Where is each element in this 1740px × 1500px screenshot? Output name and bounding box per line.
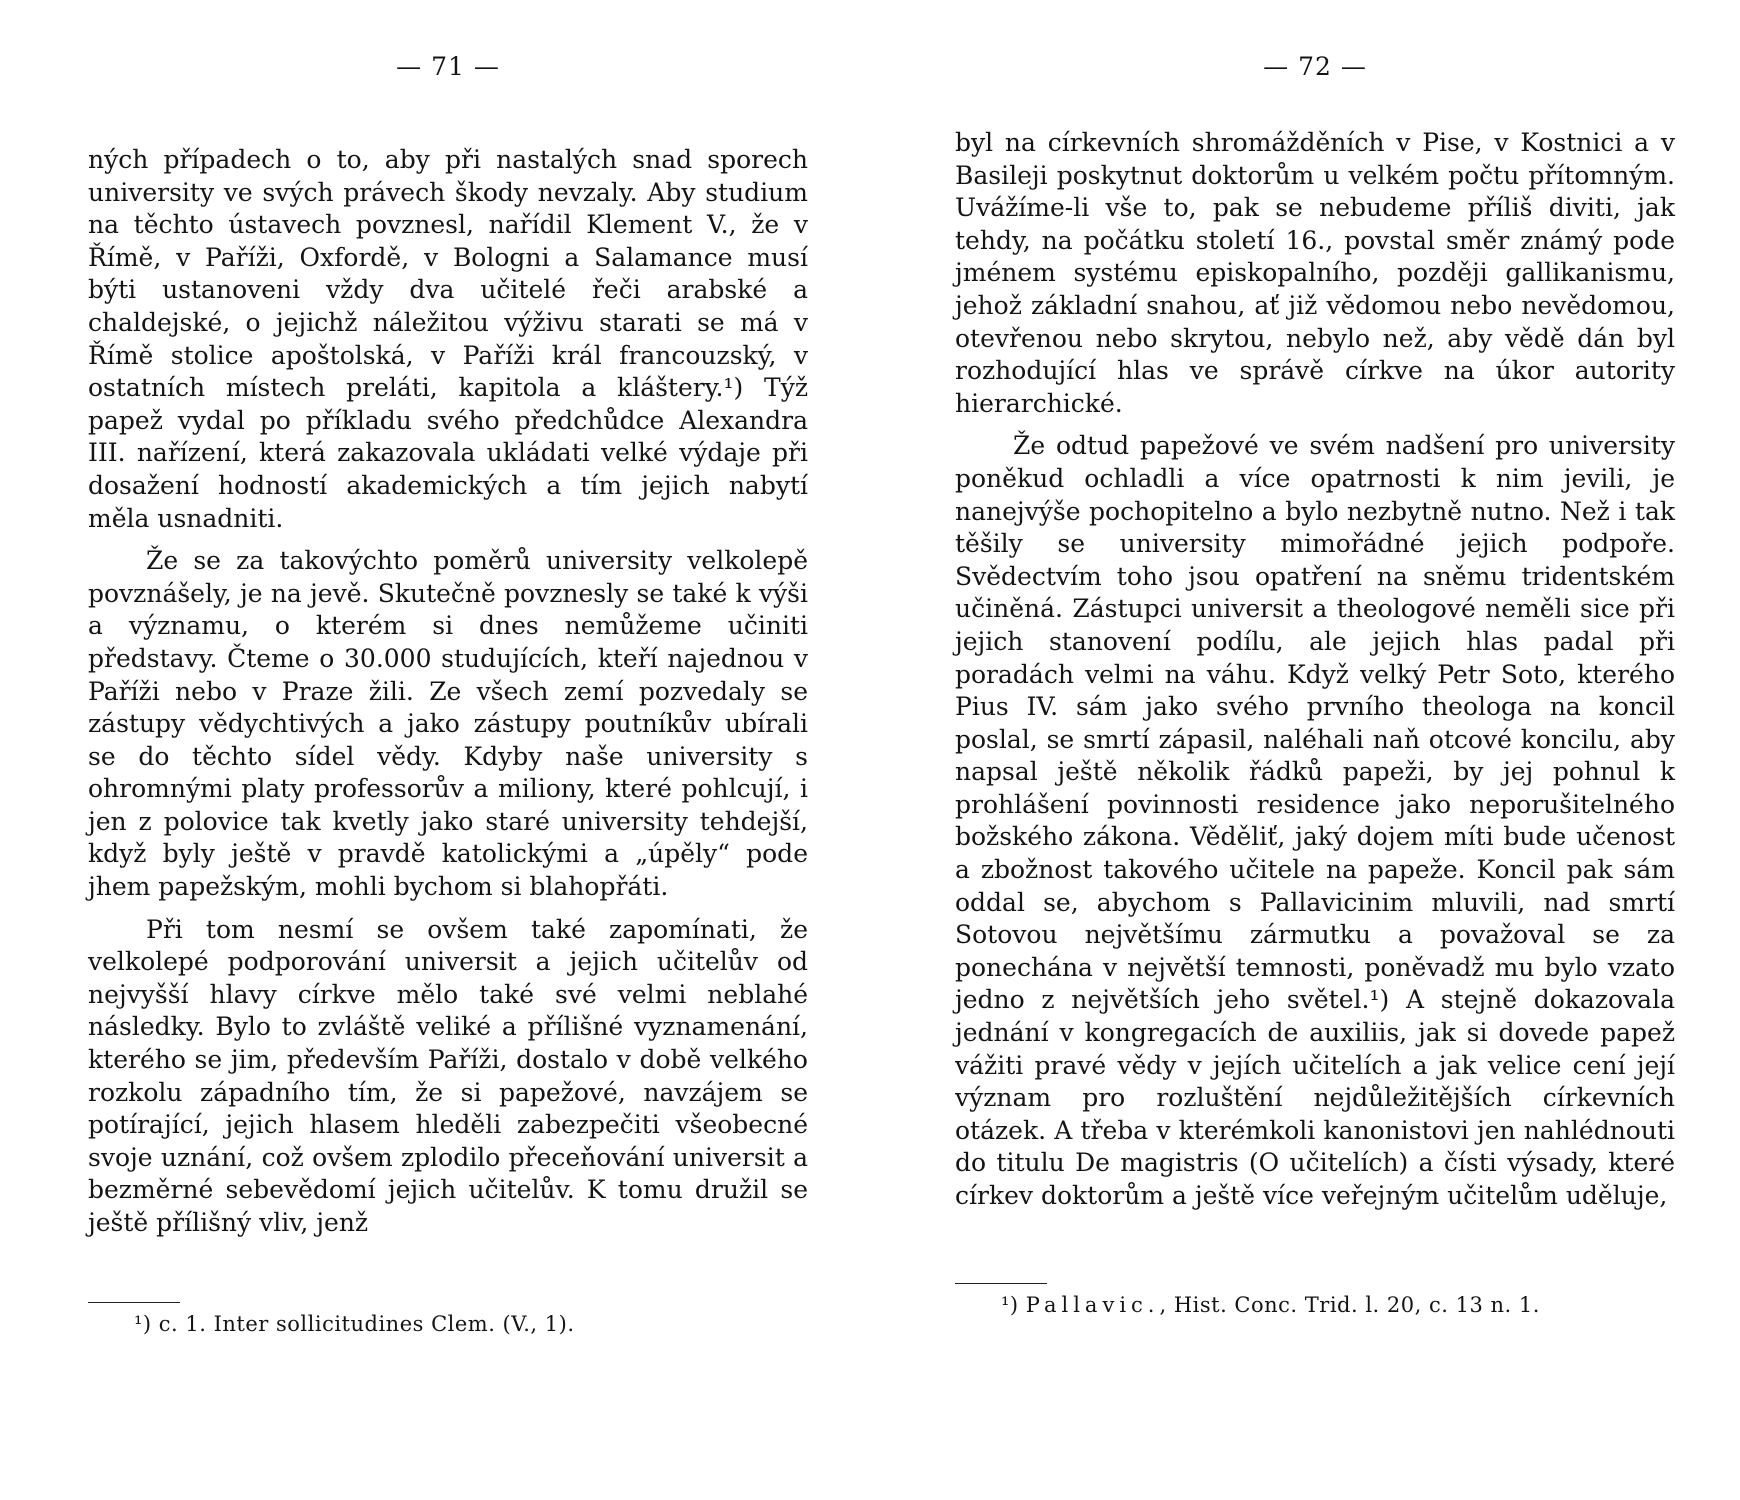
left-paragraph-1: ných případech o to, aby při nastalých snad sporech university ve svých právech škody nevzaly. Aby studium na těchto ústavech povznesl, nařídil Klement V., že v Římě, v Paříži, Oxfordě, v Bologni a Salamance musí býti ustanoveni vždy dva učitelé řeči arabské a chaldejské, o jejichž náležitou výživu starati se má v Římě stolice apoštolská, v Paříži král francouzský, v ostatních místech preláti, kapitola a kláštery.¹) Týž papež vydal po příkladu svého předchůdce Alexandra III. nařízení, která zakazovala ukládati velké výdaje při dosažení hodností akademických a tím jejich nabytí měla usnadniti. [88,145,808,533]
page-number-72: — 72 — [1263,52,1367,81]
left-paragraph-2: Že se za takovýchto poměrů university velkolepě povznášely, je na jevě. Skutečně povznesly se také k výši a významu, o kterém si dnes nemůžeme učiniti představy. Čteme o 30.000 studujících, kteří najednou v Paříži nebo v Praze žili. Ze všech zemí pozvedaly se zástupy vědychtivých a jako zástupy poutníkův ubírali se do těchto sídel vědy. Kdyby naše university s ohromnými platy professorův a miliony, které pohlcují, i jen z polovice tak kvetly jako staré university tehdejší, když byly ještě v pravdě katolickými a „úpěly“ pode jhem papežským, mohli bychom si blahopřáti. [88,546,808,902]
left-paragraph-3: Při tom nesmí se ovšem také zapomínati, že velkolepé podporování universit a jejich učitelův od nejvyšší hlavy církve mělo také své velmi neblahé následky. Bylo to zvláště veliké a přílišné vyznamenání, kterého se jim, především Paříži, dostalo v době velkého rozkolu západního tím, že si papežové, navzájem se potírající, jejich hlasem hleděli zabezpečiti všeobecné svoje uznání, což ovšem zplodilo přeceňování universit a bezměrné sebevědomí jejich učitelův. K tomu družil se ještě přílišný vliv, jenž [88,914,808,1237]
right-footnote [1001,1293,1540,1317]
right-paragraph-1: byl na církevních shromážděních v Pise, v Kostnici a v Basileji poskytnut doktorům u velkém počtu přítomným. Uvážíme-li vše to, pak se nebudeme příliš diviti, jak tehdy, na počátku století 16., povstal směr známý pode jménem systému episkopalního, později gallikanismu, jehož základní snahou, ať již vědomou nebo nevědomou, otevřenou nebo skrytou, nebylo než, aby vědě dán byl rozhodující hlas ve správě církve na úkor autority hierarchické. [955,128,1675,418]
footnote-marker: ¹) [1001,1293,1026,1317]
left-footnote: ¹) c. 1. Inter sollicitudines Clem. (V., 1). [134,1312,575,1336]
left-page-body [88,144,808,1240]
footnote-citation: , Hist. Conc. Trid. l. 20, c. 13 n. 1. [1159,1293,1540,1317]
footnote-rule [955,1283,1047,1284]
right-page-body [955,127,1675,1213]
right-paragraph-2: Že odtud papežové ve svém nadšení pro university poněkud ochladli a více opatrnosti k nim jevili, je nanejvýše pochopitelno a bylo nezbytně nutno. Než i tak těšily se university mimořádné jejich podpoře. Svědectvím toho jsou opatření na sněmu tridentském učiněná. Zástupci universit a theologové neměli sice při jejich stanovení podílu, ale jejich hlas padal při poradách velmi na váhu. Když velký Petr Soto, kterého Pius IV. sám jako svého prvního theologa na koncil poslal, se smrtí zápasil, naléhali naň otcové koncilu, aby napsal ještě několik řádků papeži, by jej pohnul k prohlášení povinnosti residence jako neporušitelného božského zákona. Věděliť, jaký dojem míti bude učenost a zbožnost takového učitele na papeže. Koncil pak sám oddal se, abychom s Pallavicinim mluvili, nad smrtí Sotovou největšímu zármutku a považoval se za ponechána v největší temnosti, poněvadž mu bylo vzato jedno z největších jeho světel.¹) A stejně dokazovala jednání v kongregacích de auxiliis, jak si dovede papež vážiti pravé vědy v jejích učitelích a jak velice cení její význam pro rozluštění nejdůležitějších církevních otázek. A třeba v kterémkoli kanonistovi jen nahlédnouti do titulu De magistris (O učitelích) a čísti výsady, které církev doktorům a ještě více veřejným učitelům uděluje, [955,431,1675,1210]
right-page [955,0,1675,1500]
footnote-author: Pallavic. [1025,1293,1160,1317]
footnote-rule [88,1302,180,1303]
left-page [88,0,808,1500]
page-number-71: — 71 — [396,52,500,81]
